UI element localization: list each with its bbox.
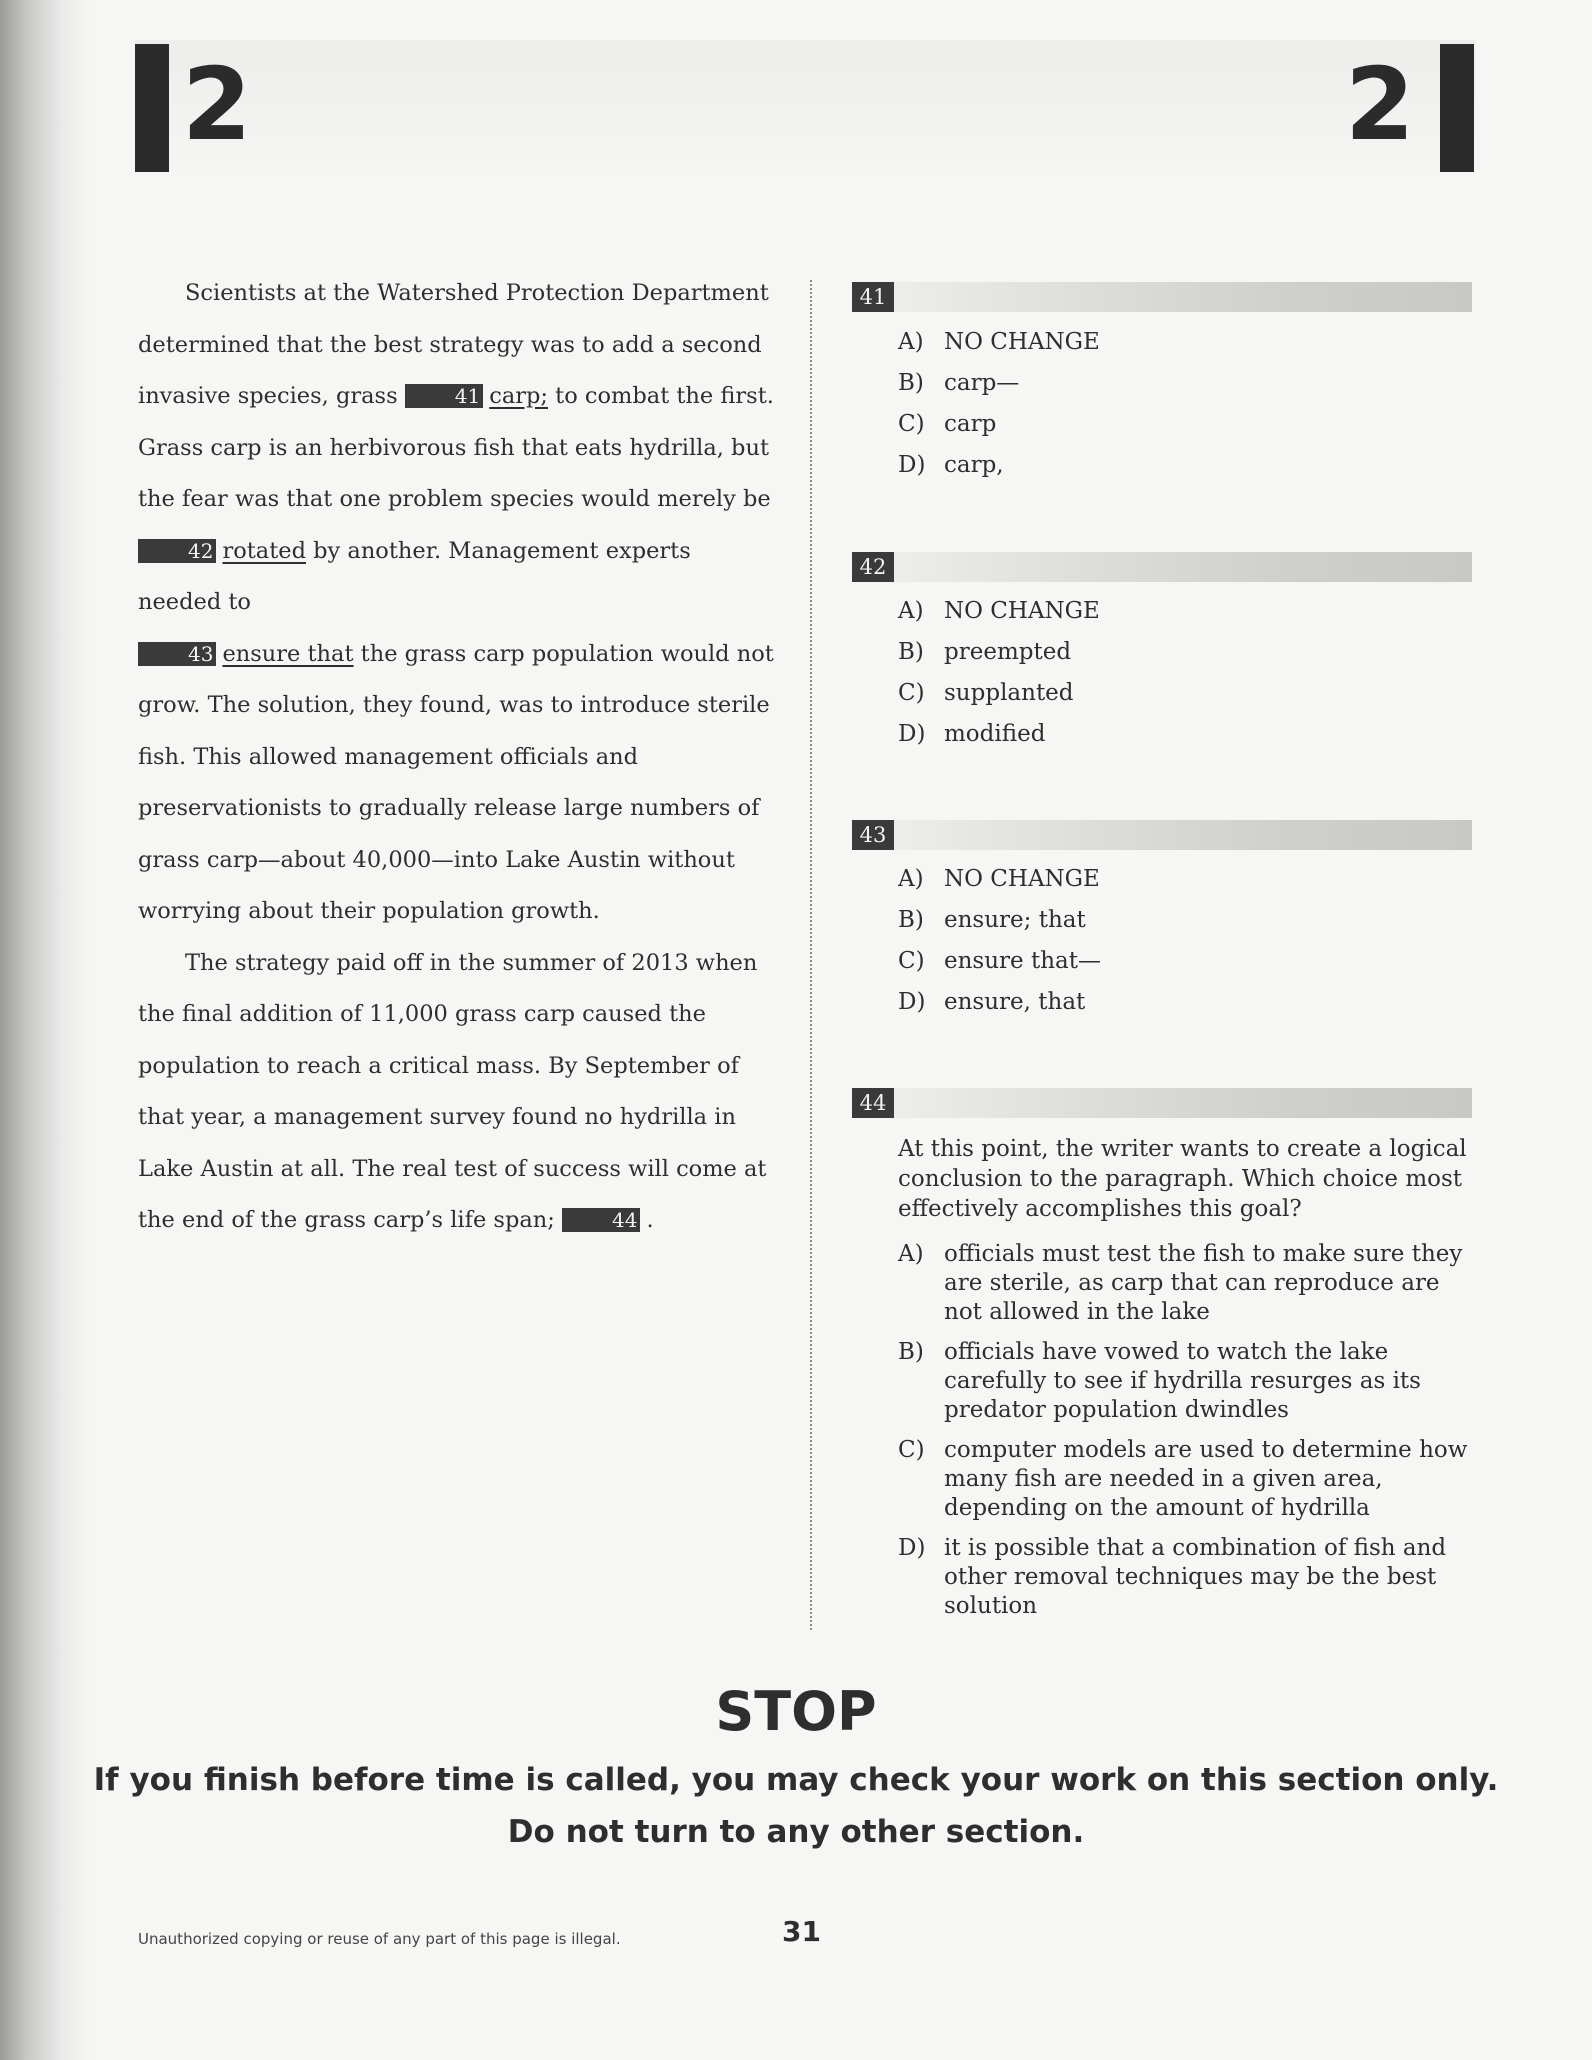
section-bar-left	[135, 44, 169, 172]
choice-text: ensure, that	[944, 989, 1086, 1015]
stop-instruction-1: If you finish before time is called, you may check your work on this section only.	[93, 1762, 1499, 1798]
section-number-right: 2	[1345, 46, 1415, 163]
choice-text: preempted	[944, 639, 1072, 665]
question-choices-44	[898, 1134, 1478, 1632]
answer-choice-42-d[interactable]	[898, 720, 1478, 749]
question-number-44: 44	[852, 1088, 894, 1118]
question-number-43: 43	[852, 820, 894, 850]
choice-letter: D)	[898, 1535, 926, 1561]
choice-text: carp,	[944, 452, 1004, 478]
answer-choice-42-a[interactable]	[898, 597, 1478, 626]
choice-letter: A)	[898, 1241, 924, 1267]
choice-text: NO CHANGE	[944, 329, 1100, 355]
answer-choice-41-d[interactable]	[898, 451, 1478, 480]
choice-letter: D)	[898, 989, 926, 1015]
choice-letter: C)	[898, 1437, 925, 1463]
passage	[138, 268, 778, 1247]
choice-letter: A)	[898, 866, 924, 892]
choice-letter: B)	[898, 907, 924, 933]
answer-choice-43-c[interactable]	[898, 947, 1478, 976]
question-marker-42: 42	[138, 539, 216, 563]
underlined-text-43: ensure that	[222, 640, 354, 667]
question-choices-42	[898, 597, 1478, 761]
choice-text: carp	[944, 411, 997, 437]
choice-letter: A)	[898, 598, 924, 624]
book-spine-shadow	[0, 0, 90, 2060]
underlined-text-41: carp;	[489, 383, 548, 409]
choice-text: ensure; that	[944, 907, 1086, 933]
choice-text: NO CHANGE	[944, 598, 1100, 624]
choice-letter: B)	[898, 639, 924, 665]
question-header-43	[852, 820, 1472, 850]
answer-choice-44-d[interactable]	[898, 1534, 1478, 1621]
passage-paragraph-2	[138, 938, 778, 1247]
choice-text: officials have vowed to watch the lake carefully to see if hydrilla resurges as its predator population dwindles	[944, 1339, 1421, 1423]
section-number-left: 2	[182, 46, 252, 163]
underlined-text-42: rotated	[222, 537, 306, 564]
answer-choice-41-a[interactable]	[898, 328, 1478, 357]
choice-letter: A)	[898, 329, 924, 355]
passage-text: to combat the first. Grass carp is an herbivorous fish that eats hydrilla, but the fear was that one problem species would merely be	[138, 383, 774, 512]
section-bar-right	[1440, 44, 1474, 172]
choice-letter: D)	[898, 452, 926, 478]
question-marker-43: 43	[138, 642, 216, 666]
choice-text: supplanted	[944, 680, 1074, 706]
choice-text: carp—	[944, 370, 1020, 396]
question-choices-41	[898, 328, 1478, 492]
column-divider	[810, 280, 812, 1630]
passage-text: The strategy paid off in the summer of 2013 when the final addition of 11,000 grass carp caused the population to reach a critical mass. By September of that year, a management survey found no hydrilla in Lake Austin at all. The real test of success will come at the end of the grass carp’s life span;	[138, 949, 767, 1233]
answer-choice-44-c[interactable]	[898, 1436, 1478, 1523]
answer-choice-41-b[interactable]	[898, 369, 1478, 398]
answer-choice-43-b[interactable]	[898, 906, 1478, 935]
passage-paragraph-1	[138, 268, 778, 938]
choice-text: computer models are used to determine how many fish are needed in a given area, depending on the amount of hydrilla	[944, 1437, 1468, 1521]
question-header-42	[852, 552, 1472, 582]
choice-text: ensure that—	[944, 948, 1101, 974]
passage-text: .	[646, 1207, 654, 1233]
answer-choice-41-c[interactable]	[898, 410, 1478, 439]
question-prompt-44: At this point, the writer wants to create a logical conclusion to the paragraph. Which choice most effectively accomplishes this goal?	[898, 1136, 1467, 1222]
page-number: 31	[782, 1915, 821, 1948]
choice-letter: B)	[898, 370, 924, 396]
question-marker-41: 41	[405, 384, 483, 408]
question-number-42: 42	[852, 552, 894, 582]
question-number-41: 41	[852, 282, 894, 312]
question-header-44	[852, 1088, 1472, 1118]
choice-text: officials must test the fish to make sure they are sterile, as carp that can reproduce are not allowed in the lake	[944, 1241, 1463, 1325]
answer-choice-42-c[interactable]	[898, 679, 1478, 708]
stop-title: STOP	[715, 1680, 877, 1743]
copyright-notice: Unauthorized copying or reuse of any part of this page is illegal.	[138, 1930, 621, 1948]
answer-choice-43-a[interactable]	[898, 865, 1478, 894]
choice-letter: C)	[898, 948, 925, 974]
choice-text: NO CHANGE	[944, 866, 1100, 892]
passage-text: Scientists at the Watershed Protection Department determined that the best strategy was to add a second invasive species, grass	[138, 280, 769, 409]
answer-choice-42-b[interactable]	[898, 638, 1478, 667]
header-band	[135, 40, 1475, 180]
passage-text: by another. Management experts needed to	[138, 537, 691, 615]
passage-text: the grass carp population would not grow. The solution, they found, was to introduce sterile fish. This allowed management officials and preservationists to gradually release large numbers of grass carp—about 40,000—into Lake Austin without worrying about their population growth.	[138, 640, 774, 924]
stop-instruction-2: Do not turn to any other section.	[507, 1814, 1085, 1850]
choice-letter: C)	[898, 680, 925, 706]
choice-text: it is possible that a combination of fish and other removal techniques may be the best solution	[944, 1535, 1447, 1619]
answer-choice-43-d[interactable]	[898, 988, 1478, 1017]
answer-choice-44-b[interactable]	[898, 1338, 1478, 1425]
answer-choice-44-a[interactable]	[898, 1240, 1478, 1327]
question-header-41	[852, 282, 1472, 312]
choice-letter: D)	[898, 721, 926, 747]
question-marker-44: 44	[562, 1208, 640, 1232]
choice-text: modified	[944, 721, 1046, 747]
question-choices-43	[898, 865, 1478, 1029]
choice-letter: C)	[898, 411, 925, 437]
choice-letter: B)	[898, 1339, 924, 1365]
